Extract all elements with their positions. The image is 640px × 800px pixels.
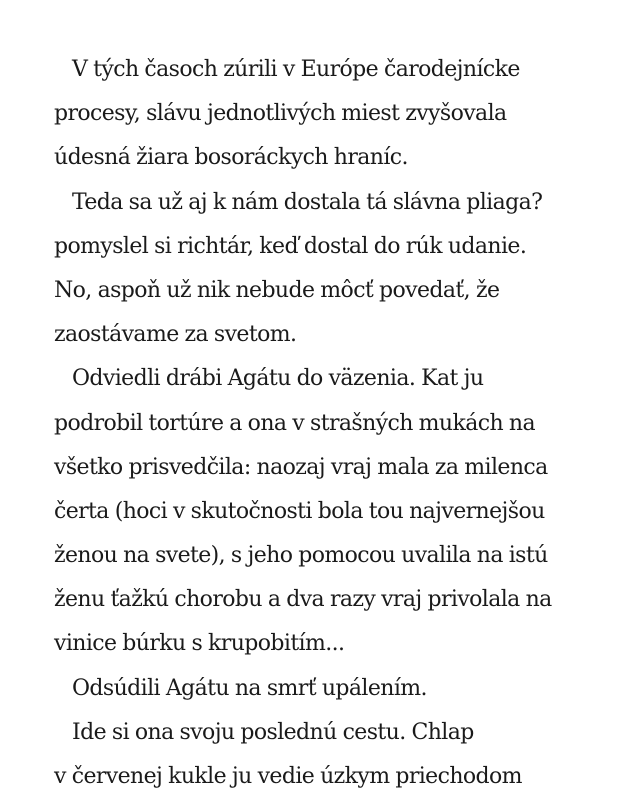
text-line: všetko prisvedčila: naozaj vraj mala za milenca — [54, 454, 548, 480]
text-line: Odsúdili Agátu na smrť upálením. — [72, 675, 427, 701]
text-line: Ide si ona svoju poslednú cestu. Chlap — [72, 719, 474, 745]
text-line: ženu ťažkú chorobu a dva razy vraj privolala na — [54, 587, 552, 613]
text-line: podrobil tortúre a ona v strašných mukách na — [54, 410, 535, 436]
text-line: čerta (hoci v skutočnosti bola tou najvernejšou — [54, 498, 545, 524]
text-line: v červenej kukle ju vedie úzkym priechodom — [54, 764, 522, 789]
body-text — [54, 48, 634, 799]
text-line: údesná žiara bosoráckych hraníc. — [54, 145, 408, 171]
text-line: ženou na svete), s jeho pomocou uvalila na istú — [54, 543, 548, 569]
text-line: Teda sa už aj k nám dostala tá slávna pliaga? — [72, 189, 543, 215]
text-line: vinice búrku s krupobitím... — [54, 631, 345, 657]
text-line: zaostávame za svetom. — [54, 322, 297, 348]
text-line: procesy, slávu jednotlivých miest zvyšovala — [54, 101, 507, 127]
text-line: V tých časoch zúrili v Európe čarodejnícke — [72, 57, 520, 82]
text-line: No, aspoň už nik nebude môcť povedať, že — [54, 277, 500, 303]
text-line: Odviedli drábi Agátu do väzenia. Kat ju — [72, 366, 484, 392]
text-line: pomyslel si richtár, keď dostal do rúk udanie. — [54, 233, 527, 259]
